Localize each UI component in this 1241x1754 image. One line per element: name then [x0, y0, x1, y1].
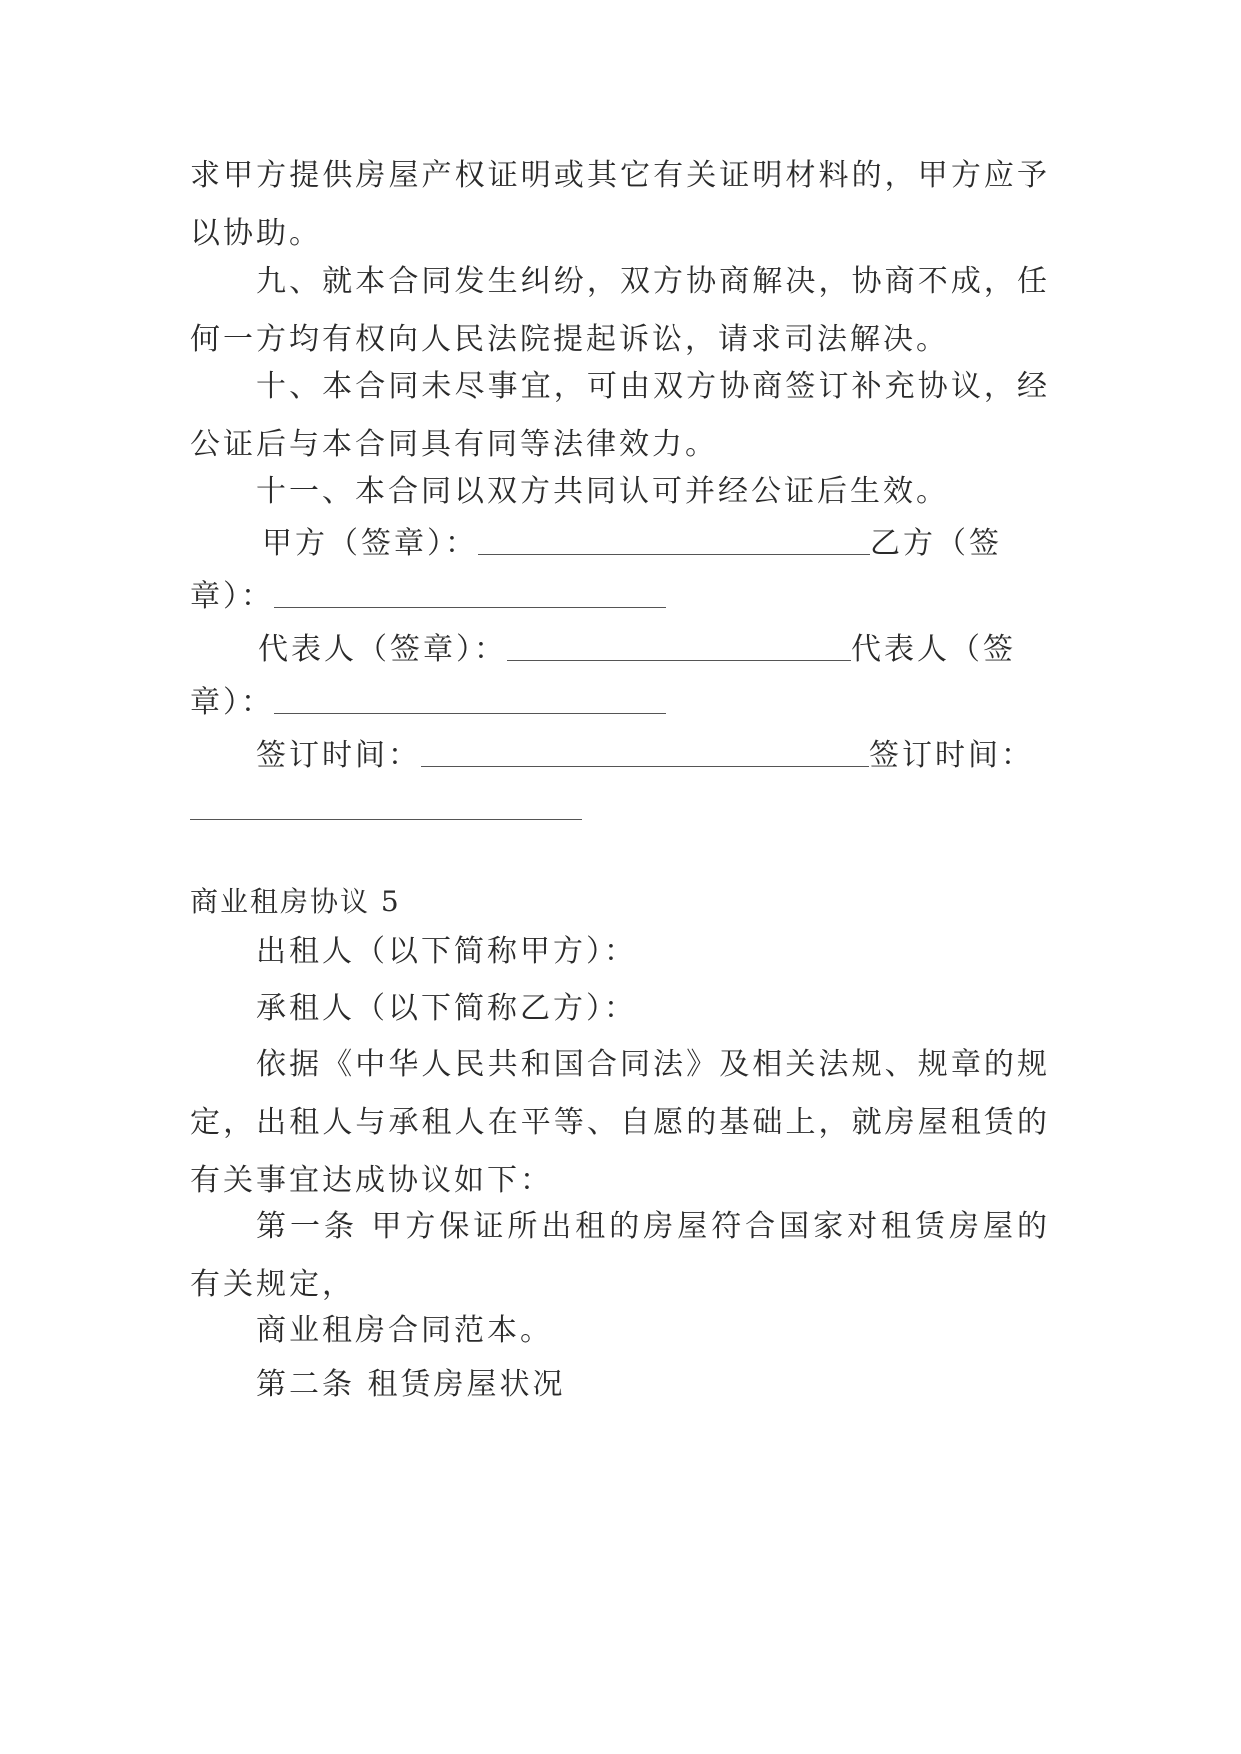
party-b-signature-blank	[274, 577, 666, 608]
date-b-label: 签订时间：	[869, 738, 1034, 773]
intro-paragraph: 依据《中华人民共和国合同法》及相关法规、规章的规定，出租人与承租人在平等、自愿的基础上，就房屋租赁的有关事宜达成协议如下：	[190, 1047, 1050, 1198]
rep-a-signature-blank	[507, 630, 851, 661]
lessor-line: 出租人（以下简称甲方）：	[256, 934, 637, 969]
rep-b-signature-blank	[274, 683, 666, 714]
date-a-label: 签订时间：	[256, 738, 421, 773]
paragraph-assistance: 求甲方提供房屋产权证明或其它有关证明材料的，甲方应予以协助。	[190, 158, 1050, 251]
article-2-heading: 第二条 租赁房屋状况	[256, 1367, 566, 1402]
lessee-line: 承租人（以下简称乙方）：	[256, 991, 637, 1026]
date-b-blank	[190, 789, 582, 820]
signature-line-party-cont	[190, 568, 1060, 626]
rep-a-label: 代表人（签章）：	[258, 632, 507, 667]
article-1-paragraph: 第一条 甲方保证所出租的房屋符合国家对租赁房屋的有关规定，	[190, 1209, 1050, 1302]
paragraph-article-11: 十一、本合同以双方共同认可并经公证后生效。	[256, 474, 949, 509]
template-note: 商业租房合同范本。	[256, 1313, 553, 1348]
rep-b-label-cont: 章）：	[190, 685, 274, 720]
party-b-label: 乙方（签	[870, 526, 1002, 561]
section-title: 商业租房协议 5	[190, 885, 401, 918]
party-b-label-cont: 章）：	[190, 579, 274, 614]
signature-line-representative	[190, 621, 1128, 679]
paragraph-article-9: 九、就本合同发生纠纷，双方协商解决，协商不成，任何一方均有权向人民法院提起诉讼，请求司法解决。	[190, 264, 1050, 357]
party-a-signature-blank	[478, 524, 870, 555]
party-a-label: 甲方（签章）：	[262, 526, 478, 561]
date-a-blank	[421, 736, 869, 767]
signature-line-date	[190, 727, 1126, 785]
rep-b-label: 代表人（签	[851, 632, 1016, 667]
signature-line-date-cont	[190, 780, 1060, 838]
paragraph-article-10: 十、本合同未尽事宜，可由双方协商签订补充协议，经公证后与本合同具有同等法律效力。	[190, 369, 1050, 462]
signature-line-representative-cont	[190, 674, 1060, 732]
signature-line-party	[190, 515, 1132, 573]
